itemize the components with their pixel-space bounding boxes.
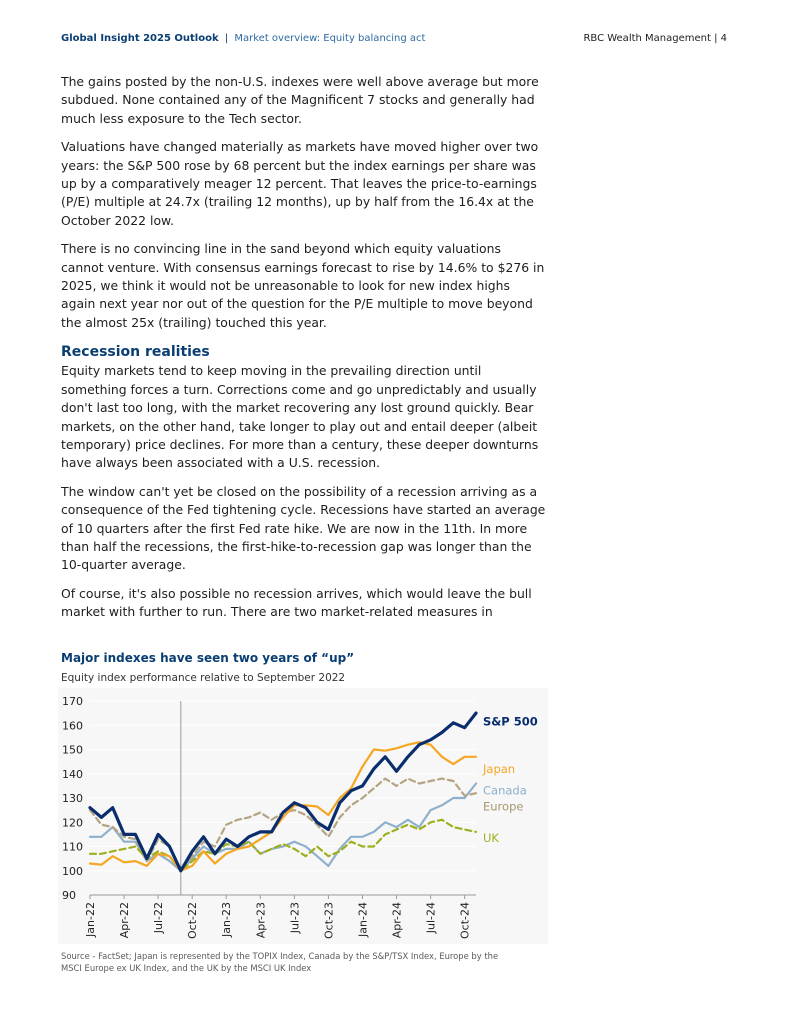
paragraph: The window can't yet be closed on the possibility of a recession arriving as a consequence of the Fed tightening cycle. Recessions have started an average of 10 quarters after the first Fed rate hike. We are now in the 11th. In more than half the recessions, the first-hike-to-recession gap was longer than the 10-quarter average. <box>61 483 546 573</box>
x-tick-label: Jan-22 <box>84 902 97 937</box>
x-tick-label: Oct-24 <box>458 902 472 939</box>
x-tick-label: Jul-22 <box>152 902 166 934</box>
paragraph: Valuations have changed materially as markets have moved higher over two years: the S&P 500 rose by 68 percent but the index earnings per share was up by a comparatively meager 12 percent. That leaves the price-to-earnings (P/E) multiple at 24.7x (trailing 12 months), up by half from the 16.4x at the October 2022 low. <box>61 139 539 228</box>
header-right: RBC Wealth Management | 4 <box>583 33 727 44</box>
x-tick-label: Apr-22 <box>118 902 132 939</box>
x-tick-label: Apr-24 <box>390 902 404 939</box>
header-title: Global Insight 2025 Outlook <box>61 33 219 44</box>
y-tick-label: 90 <box>62 889 76 902</box>
x-tick-label: Apr-23 <box>254 902 268 939</box>
x-tick-label: Jul-23 <box>288 902 302 934</box>
legend-label: Europe <box>483 799 524 814</box>
y-tick-label: 130 <box>62 792 83 805</box>
header-separator: | <box>224 33 229 44</box>
paragraph: The gains posted by the non-U.S. indexes were well above average but more subdued. None contained any of the Magnificent 7 stocks and generally had much less exposure to the Tech sector. <box>61 74 539 126</box>
article-body <box>61 73 547 632</box>
paragraph: There is no convincing line in the sand beyond which equity valuations cannot venture. With consensus earnings forecast to rise by 14.6% to $276 in 2025, we think it would not be unreasonable to look for new index highs again next year nor out of the question for the P/E multiple to move beyond the almost 25x (trailing) touched this year. <box>61 241 545 330</box>
legend-label: Japan <box>483 761 516 776</box>
y-tick-label: 170 <box>62 695 83 708</box>
line-chart <box>58 688 548 944</box>
y-tick-label: 100 <box>62 864 83 878</box>
chart-subtitle: Equity index performance relative to September 2022 <box>61 672 346 684</box>
y-tick-label: 160 <box>62 719 83 733</box>
y-tick-label: 110 <box>62 840 83 854</box>
x-tick-label: Jan-23 <box>220 902 234 937</box>
legend-label: UK <box>483 831 499 846</box>
legend-label: Canada <box>483 783 527 798</box>
paragraph: Of course, it's also possible no recession arrives, which would leave the bull market with further to run. There are two market-related measures in <box>61 585 532 620</box>
section-heading: Recession realities <box>61 344 210 361</box>
header-left <box>61 33 425 44</box>
legend-label: S&P 500 <box>483 714 538 729</box>
chart-title: Major indexes have seen two years of “up” <box>61 651 355 665</box>
paragraph: Equity markets tend to keep moving in the prevailing direction until something forces a turn. Corrections come and go unpredictably and usually don't last too long, with the market recovering any lost ground quickly. Bear markets, on the other hand, take longer to play out and entail deeper (albeit temporary) price declines. For more than a century, these deeper downturns have always been associated with a U.S. recession. <box>61 363 539 471</box>
x-tick-label: Jan-24 <box>356 902 370 937</box>
x-tick-label: Oct-23 <box>322 902 336 939</box>
x-tick-label: Jul-24 <box>424 902 438 934</box>
chart-source-note: Source - FactSet; Japan is represented by the TOPIX Index, Canada by the S&P/TSX Index, Europe by the MSCI Europe ex UK Index, and the UK by the MSCI UK Index <box>61 951 499 974</box>
chart-background <box>58 688 548 944</box>
page-header <box>61 33 727 47</box>
header-subtitle: Market overview: Equity balancing act <box>234 33 426 44</box>
x-tick-label: Oct-22 <box>186 902 200 939</box>
y-tick-label: 120 <box>62 816 83 830</box>
y-tick-label: 140 <box>62 767 83 781</box>
y-tick-label: 150 <box>62 743 83 757</box>
